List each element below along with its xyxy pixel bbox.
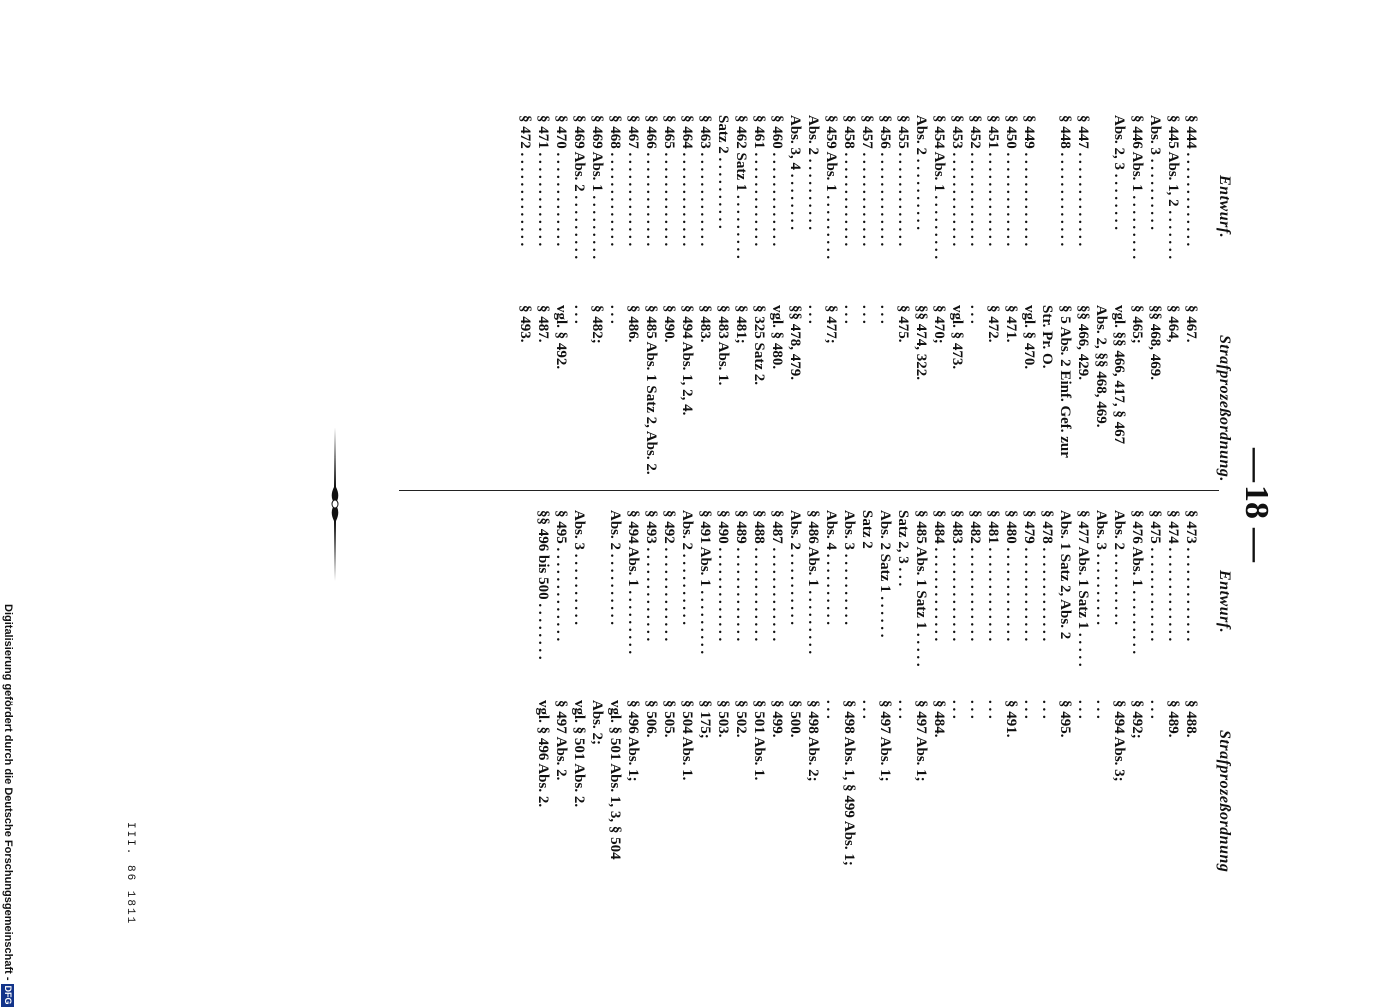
stpo-ref: § 325 Satz 2. [751,305,767,385]
table-row [1092,115,1110,485]
entwurf-ref: § 474 . . . . . . . . . . . . . [1165,510,1181,642]
entwurf-ref: § 467 . . . . . . . . . . . . . [625,115,641,247]
entwurf-ref: §§ 496 bis 500 . . . . . . . . [535,510,551,660]
table-row [588,510,606,920]
table-row [804,115,822,485]
table-row [642,115,660,485]
entwurf-ref: § 473 . . . . . . . . . . . . . [1183,510,1199,642]
table-row [1146,115,1164,485]
entwurf-ref: § 487 . . . . . . . . . . . . . [769,510,785,642]
entwurf-ref: § 476 Abs. 1 . . . . . . . . . [1129,510,1145,655]
stpo-ref: . . . [607,305,623,324]
table-row [930,510,948,920]
stpo-ref: § 485 Abs. 1 Satz 2, Abs. 2. [643,305,659,475]
stpo-ref: § 490. [661,305,677,343]
entwurf-ref: § 464 . . . . . . . . . . . . . [679,115,695,247]
right-heading-entwurf: Entwurf. [1216,570,1233,634]
stpo-ref: § 481; [733,305,749,344]
header-dash-right: — [1238,528,1275,562]
stpo-ref: . . . [859,700,875,719]
stpo-ref: §§ 478, 479. [787,305,803,380]
entwurf-ref: § 489 . . . . . . . . . . . . . [733,510,749,642]
stpo-ref: . . . [1021,700,1037,719]
table-row [1002,115,1020,485]
stpo-ref: § 486. [625,305,641,343]
table-row [1128,510,1146,920]
stpo-ref: § 498 Abs. 1, § 499 Abs. 1; [841,700,857,866]
stpo-ref: § 498 Abs. 2; [805,700,821,782]
stpo-ref: vgl. § 473. [949,305,965,370]
stpo-ref: . . . [1039,700,1055,719]
entwurf-ref: Abs. 3 . . . . . . . . . . [571,510,587,626]
stpo-ref: . . . [967,305,983,324]
table-row [1092,510,1110,920]
stpo-ref: § 505. [661,700,677,738]
entwurf-ref: § 447 . . . . . . . . . . . . . [1075,115,1091,247]
table-row [966,115,984,485]
page-number: 18 [1238,485,1275,519]
table-row [714,510,732,920]
table-row [822,510,840,920]
stpo-ref: . . . [967,700,983,719]
entwurf-ref: § 469 Abs. 1 . . . . . . . . . [589,115,605,260]
entwurf-ref: § 483 . . . . . . . . . . . . . [949,510,965,642]
entwurf-ref: § 456 . . . . . . . . . . . . . [877,115,893,247]
stpo-ref: vgl. § 480. [769,305,785,370]
entwurf-ref: § 493 . . . . . . . . . . . . . [643,510,659,642]
stpo-ref: § 482; [589,305,605,344]
entwurf-ref: Abs. 2 . . . . . . . . . . [805,115,821,231]
stpo-ref: § 501 Abs. 1. [751,700,767,781]
table-row [750,510,768,920]
table-row [606,115,624,485]
table-row [1002,510,1020,920]
stpo-ref: § 493. [517,305,533,343]
left-heading-stpo: Strafprozeßordnung. [1216,335,1233,482]
entwurf-ref: § 449 . . . . . . . . . . . . . [1021,115,1037,247]
entwurf-ref: Abs. 4 . . . . . . . . . . [823,510,839,626]
table-row [930,115,948,485]
table-row [948,115,966,485]
stpo-ref: § 503. [715,700,731,738]
stpo-ref: § 497 Abs. 2. [553,700,569,781]
entwurf-ref: § 490 . . . . . . . . . . . . . [715,510,731,642]
stpo-ref: vgl. § 496 Abs. 2. [535,700,551,808]
entwurf-ref: § 459 Abs. 1 . . . . . . . . . [823,115,839,260]
table-row [894,510,912,920]
stpo-ref: § 491. [1003,700,1019,738]
stpo-ref: § 475. [895,305,911,343]
entwurf-ref: Abs. 2 . . . . . . . . . . [787,510,803,626]
table-row [786,115,804,485]
table-row [732,510,750,920]
stpo-ref: § 497 Abs. 1; [913,700,929,782]
stpo-ref: § 175; [697,700,713,739]
table-row [966,510,984,920]
table-row [660,115,678,485]
entwurf-ref: § 494 Abs. 1 . . . . . . . . . [625,510,641,655]
stpo-ref: § 502. [733,700,749,738]
table-row [822,115,840,485]
table-row [678,510,696,920]
entwurf-ref: § 465 . . . . . . . . . . . . . [661,115,677,247]
table-row [534,510,552,920]
stpo-ref: . . . [1075,700,1091,719]
stpo-ref: § 464, [1165,305,1181,343]
stpo-ref: § 472. [985,305,1001,343]
stpo-ref: § 489. [1165,700,1181,738]
entwurf-ref: § 451 . . . . . . . . . . . . . [985,115,1001,247]
entwurf-ref: § 488 . . . . . . . . . . . . . [751,510,767,642]
entwurf-ref: § 478 . . . . . . . . . . . . . [1039,510,1055,642]
left-concordance-table [516,115,1200,485]
entwurf-ref: Abs. 3, 4 . . . . . . . . [787,115,803,231]
entwurf-ref: § 452 . . . . . . . . . . . . . [967,115,983,247]
table-row [1056,510,1074,920]
table-row [786,510,804,920]
table-row [984,510,1002,920]
table-row [552,510,570,920]
table-row [1074,115,1092,485]
stpo-ref: §§ 474, 322. [913,305,929,380]
entwurf-ref: § 458 . . . . . . . . . . . . . [841,115,857,247]
stpo-ref: . . . [859,305,875,324]
stpo-ref: § 477; [823,305,839,344]
table-row [858,510,876,920]
stpo-ref: Abs. 2; [589,700,605,746]
digitization-credit [0,604,18,1005]
entwurf-ref: § 481 . . . . . . . . . . . . . [985,510,1001,642]
stpo-ref: § 496 Abs. 1; [625,700,641,782]
table-row [876,115,894,485]
stpo-ref: § 483 Abs. 1. [715,305,731,386]
table-row [516,115,534,485]
entwurf-ref: Abs. 2, 3 . . . . . . . . [1111,115,1127,231]
entwurf-ref: § 453 . . . . . . . . . . . . . [949,115,965,247]
table-row [894,115,912,485]
entwurf-ref: Abs. 2 . . . . . . . . . . [913,115,929,231]
table-row [1128,115,1146,485]
table-row [840,115,858,485]
table-row [1164,115,1182,485]
stpo-ref: Abs. 2, §§ 468, 469. [1093,305,1109,428]
table-row [660,510,678,920]
stpo-ref: § 488. [1183,700,1199,738]
stpo-ref: § 500. [787,700,803,738]
stpo-ref: § 470; [931,305,947,344]
stpo-ref: § 504 Abs. 1. [679,700,695,781]
table-row [732,115,750,485]
stpo-ref: § 5 Abs. 2 Einf. Gef. zur [1057,305,1073,458]
stpo-ref: § 495. [1057,700,1073,738]
table-row [678,115,696,485]
stpo-ref: . . . [823,700,839,719]
table-row [804,510,822,920]
table-row [714,115,732,485]
table-row [984,115,1002,485]
stpo-ref: . . . [805,305,821,324]
table-row [696,115,714,485]
entwurf-ref: Abs. 3 . . . . . . . . . . [1093,510,1109,626]
entwurf-ref: Abs. 2 . . . . . . . . . . [607,510,623,626]
table-row [1110,115,1128,485]
entwurf-ref: Abs. 1 Satz 2, Abs. 2 [1057,510,1073,640]
entwurf-ref: § 461 . . . . . . . . . . . . . [751,115,767,247]
table-row [642,510,660,920]
stpo-ref: Str. Pr. O. [1039,305,1055,369]
entwurf-ref: § 454 Abs. 1 . . . . . . . . . [931,115,947,260]
stpo-ref: . . . [949,700,965,719]
table-row [552,115,570,485]
entwurf-ref: § 463 . . . . . . . . . . . . . [697,115,713,247]
stpo-ref: § 467. [1183,305,1199,343]
stpo-ref: . . . [985,700,1001,719]
dfg-logo: DFG [3,985,14,1005]
table-row [840,510,858,920]
entwurf-ref: § 445 Abs. 1, 2 . . . . . . . [1165,115,1181,260]
column-divider [399,490,1219,491]
entwurf-ref: Abs. 3 . . . . . . . . . . [841,510,857,626]
right-concordance-table [534,510,1200,920]
table-row [1056,115,1074,485]
ornament-divider [327,427,343,581]
entwurf-ref: Satz 2, 3 . . . [895,510,911,587]
entwurf-ref: § 491 Abs. 1 . . . . . . . . . [697,510,713,655]
entwurf-ref: § 457 . . . . . . . . . . . . . [859,115,875,247]
entwurf-ref: § 475 . . . . . . . . . . . . . [1147,510,1163,642]
entwurf-ref: § 492 . . . . . . . . . . . . . [661,510,677,642]
entwurf-ref: Abs. 2 Satz 1 . . . . . . [877,510,893,638]
stpo-ref: . . . [877,305,893,324]
entwurf-ref: Satz 2 [859,510,875,549]
stpo-ref: § 497 Abs. 1; [877,700,893,782]
table-row [948,510,966,920]
table-row [1020,115,1038,485]
entwurf-ref: § 485 Abs. 1 Satz 1 . . . . . [913,510,929,667]
entwurf-ref: § 470 . . . . . . . . . . . . . [553,115,569,247]
table-row [1182,510,1200,920]
table-row [912,115,930,485]
entwurf-ref: Abs. 2 . . . . . . . . . . [679,510,695,626]
entwurf-ref: § 448 . . . . . . . . . . . . . [1057,115,1073,247]
credit-text: Digitalisierung gefördert durch die Deutsche Forschungsgemeinschaft - [2,604,14,981]
entwurf-ref: § 477 Abs. 1 Satz 1 . . . . . [1075,510,1091,667]
entwurf-ref: § 484 . . . . . . . . . . . . . [931,510,947,642]
entwurf-ref: § 472 . . . . . . . . . . . . . [517,115,533,247]
table-row [768,510,786,920]
left-heading-entwurf: Entwurf. [1216,175,1233,239]
stpo-ref: § 471. [1003,305,1019,343]
entwurf-ref: § 495 . . . . . . . . . . . . . [553,510,569,642]
entwurf-ref: § 486 Abs. 1 . . . . . . . . . [805,510,821,655]
table-row [606,510,624,920]
table-row [1182,115,1200,485]
table-row [1038,510,1056,920]
entwurf-ref: Abs. 3 . . . . . . . . . . [1147,115,1163,231]
table-row [588,115,606,485]
entwurf-ref: § 479 . . . . . . . . . . . . . [1021,510,1037,642]
entwurf-ref: § 480 . . . . . . . . . . . . . [1003,510,1019,642]
stpo-ref: . . . [841,305,857,324]
table-row [696,510,714,920]
stpo-ref: § 492; [1129,700,1145,739]
footer-code: III. 86 1811 [124,822,136,926]
stpo-ref: § 506. [643,700,659,738]
entwurf-ref: § 462 Satz 1 . . . . . . . . . [733,115,749,259]
entwurf-ref: § 466 . . . . . . . . . . . . . [643,115,659,247]
stpo-ref: . . . [895,700,911,719]
stpo-ref: vgl. §§ 466, 417, § 467 [1111,305,1127,445]
entwurf-ref: § 446 Abs. 1 . . . . . . . . . [1129,115,1145,260]
entwurf-ref: § 469 Abs. 2 . . . . . . . . . [571,115,587,260]
stpo-ref: vgl. § 501 Abs. 2. [571,700,587,808]
stpo-ref: § 499. [769,700,785,738]
stpo-ref: . . . [1093,700,1109,719]
entwurf-ref: § 444 . . . . . . . . . . . . . [1183,115,1199,247]
entwurf-ref: § 471 . . . . . . . . . . . . . [535,115,551,247]
entwurf-ref: § 460 . . . . . . . . . . . . . [769,115,785,247]
stpo-ref: . . . [1147,700,1163,719]
table-row [570,510,588,920]
table-row [750,115,768,485]
stpo-ref: vgl. § 470. [1021,305,1037,370]
stpo-ref: § 494 Abs. 1, 2, 4. [679,305,695,416]
table-row [624,510,642,920]
stpo-ref: §§ 468, 469. [1147,305,1163,380]
table-row [1110,510,1128,920]
entwurf-ref: § 450 . . . . . . . . . . . . . [1003,115,1019,247]
table-row [858,115,876,485]
table-row [1146,510,1164,920]
stpo-ref: § 465; [1129,305,1145,344]
entwurf-ref: § 482 . . . . . . . . . . . . . [967,510,983,642]
table-row [1164,510,1182,920]
stpo-ref: § 483. [697,305,713,343]
stpo-ref: § 494 Abs. 3; [1111,700,1127,782]
table-row [768,115,786,485]
table-row [876,510,894,920]
right-heading-stpo: Strafprozeßordnung [1216,730,1233,873]
entwurf-ref: Satz 2 . . . . . . . . . . [715,115,731,229]
table-row [624,115,642,485]
stpo-ref: §§ 466, 429. [1075,305,1091,380]
table-row [1020,510,1038,920]
table-row [1074,510,1092,920]
stpo-ref: § 487. [535,305,551,343]
stpo-ref: vgl. § 501 Abs. 1, 3, § 504 [607,700,623,860]
table-row [912,510,930,920]
table-row [1038,115,1056,485]
stpo-ref: vgl. § 492. [553,305,569,370]
entwurf-ref: § 455 . . . . . . . . . . . . . [895,115,911,247]
stpo-ref: . . . [571,305,587,324]
stpo-ref: § 484. [931,700,947,738]
entwurf-ref: Abs. 2 . . . . . . . . . . [1111,510,1127,626]
header-dash-left: — [1238,448,1275,482]
table-row [534,115,552,485]
entwurf-ref: § 468 . . . . . . . . . . . . . [607,115,623,247]
table-row [570,115,588,485]
